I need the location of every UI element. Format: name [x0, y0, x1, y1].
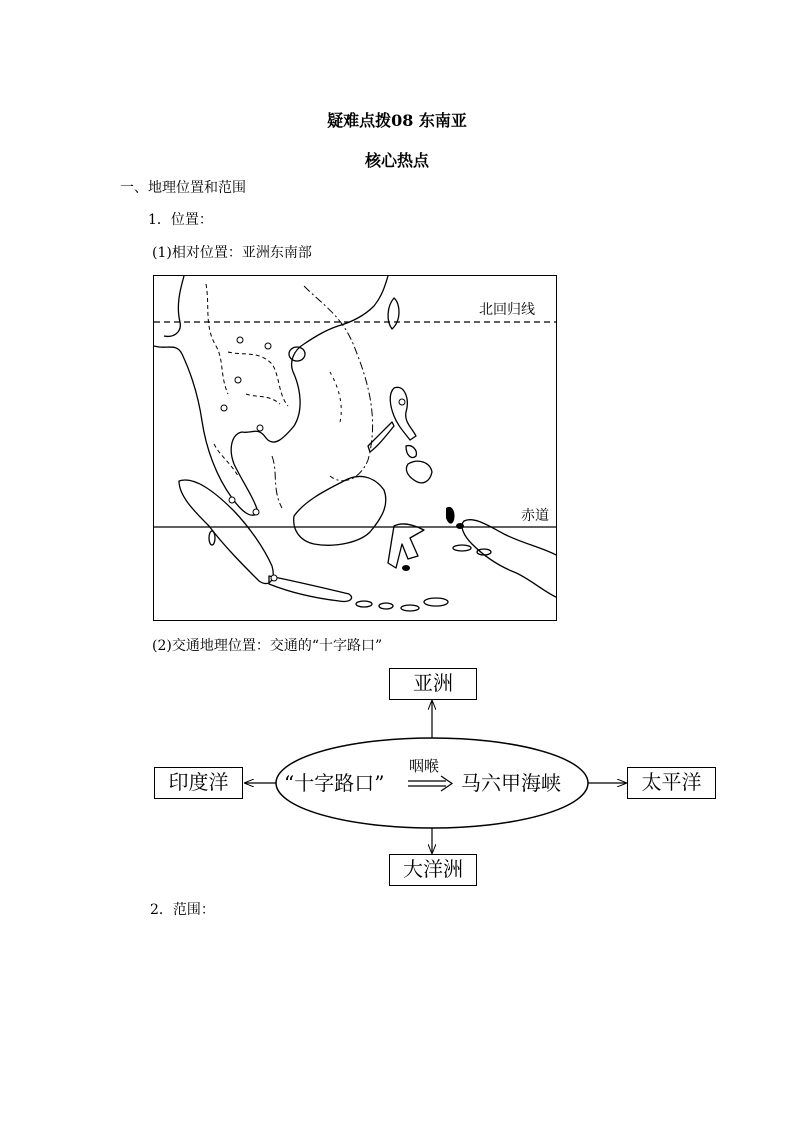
island-small [453, 545, 471, 551]
relative-position-text: (1)相对位置：亚洲东南部 [152, 245, 312, 261]
malacca-strait-label: 马六甲海峡 [461, 771, 561, 795]
crossroads-label: “十字路口” [284, 771, 385, 795]
coastline-mainland [154, 276, 388, 515]
island-small [402, 565, 410, 571]
city-marker [253, 509, 259, 515]
island-small [424, 598, 448, 606]
tropic-label: 北回归线 [479, 302, 535, 318]
sea-boundary [272, 456, 282, 508]
island-new-guinea [462, 520, 557, 598]
island-visayas [406, 446, 416, 458]
box-asia: 亚洲 [389, 668, 477, 700]
island-small [401, 605, 419, 611]
country-border [206, 284, 228, 394]
island-halmahera [446, 507, 455, 524]
island-borneo [294, 476, 386, 545]
island-taiwan [388, 298, 399, 329]
island-small [456, 523, 464, 529]
island-small [379, 603, 393, 609]
country-border [246, 394, 280, 404]
city-marker [229, 497, 235, 503]
island-sumatra [179, 480, 273, 584]
southeast-asia-map [153, 275, 557, 621]
city-marker [399, 399, 405, 405]
city-marker [265, 343, 271, 349]
island-java [269, 576, 352, 601]
coastline-north [164, 276, 184, 336]
map-drawing [154, 276, 557, 621]
section-title: 核心热点 [364, 151, 429, 170]
city-marker [221, 405, 227, 411]
page-title: 疑难点拨08 东南亚 [327, 111, 467, 130]
section-heading: 一、地理位置和范围 [120, 180, 246, 196]
transport-position-text: (2)交通地理位置：交通的“十字路口” [152, 638, 383, 654]
city-marker [237, 337, 243, 343]
equator-label: 赤道 [521, 508, 549, 524]
item-position: 1．位置： [148, 212, 213, 228]
country-border [214, 444, 238, 476]
box-indian-ocean: 印度洋 [154, 767, 243, 799]
island-mindanao [406, 461, 432, 483]
item-range: 2．范围： [150, 902, 215, 918]
island-small [209, 531, 215, 545]
throat-label: 咽喉 [409, 757, 440, 775]
box-pacific-ocean: 太平洋 [627, 767, 716, 799]
double-arrow-icon [408, 776, 452, 791]
city-marker [271, 575, 277, 581]
box-oceania: 大洋洲 [389, 854, 477, 886]
city-marker [257, 425, 263, 431]
island-small [356, 601, 372, 607]
island-sulawesi [388, 524, 424, 568]
city-marker [235, 377, 241, 383]
sea-boundary [330, 372, 341, 422]
island-luzon [390, 387, 416, 440]
